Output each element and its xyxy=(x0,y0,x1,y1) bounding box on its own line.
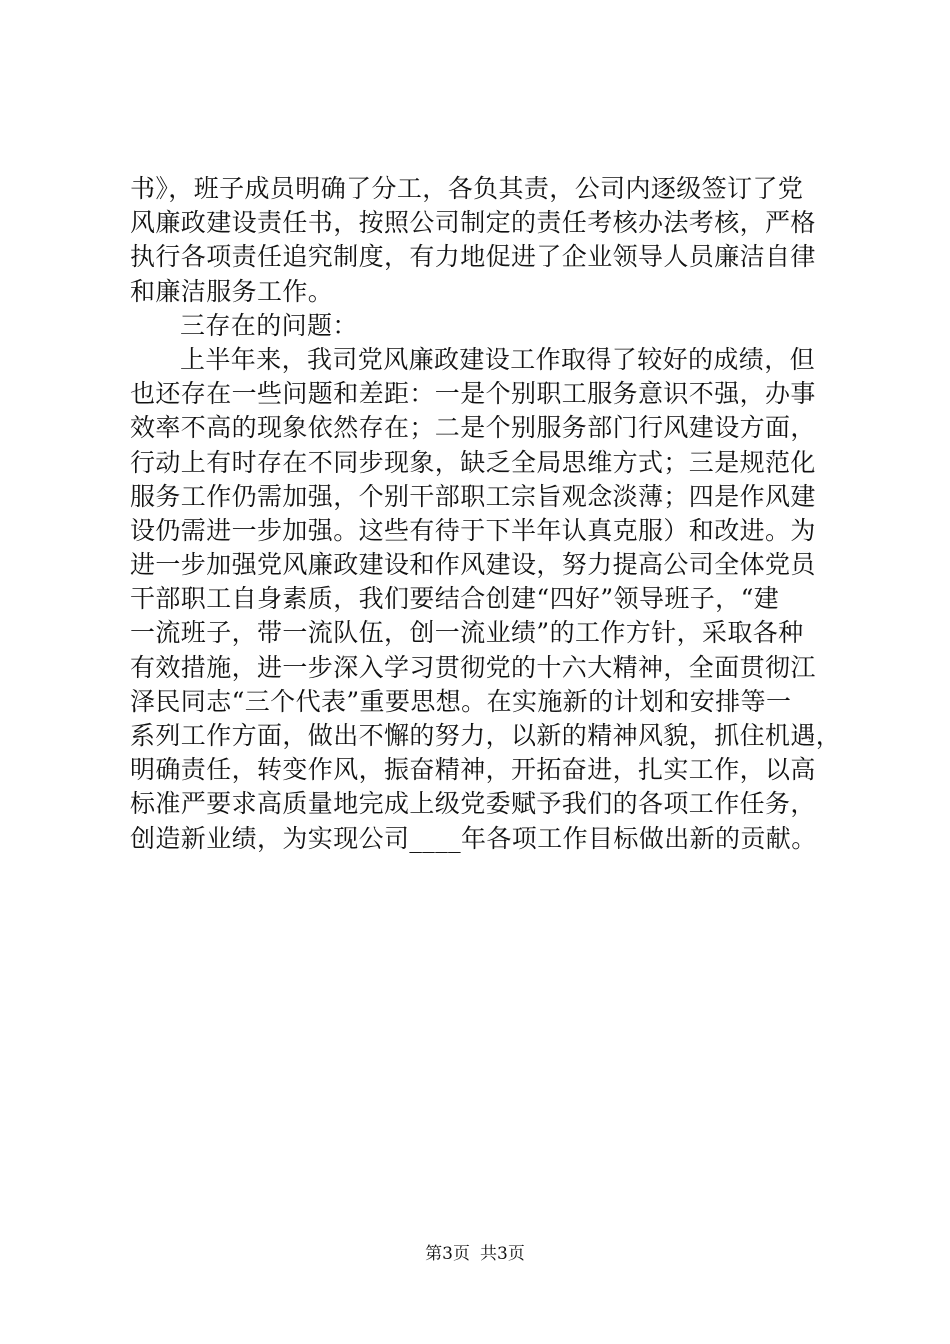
text-line: 三存在的问题： xyxy=(180,310,358,340)
document-body xyxy=(130,172,842,856)
text-line: 进一步加强党风廉政建设和作风建设，努力提高公司全体党员 xyxy=(130,550,816,580)
text-line: 有效措施，进一步深入学习贯彻党的十六大精神，全面贯彻江 xyxy=(130,652,816,682)
text-line: 风廉政建设责任书，按照公司制定的责任考核办法考核，严格 xyxy=(130,208,816,238)
text-line: 行动上有时存在不同步现象，缺乏全局思维方式；三是规范化 xyxy=(130,447,816,477)
text-line: 一流班子，带一流队伍，创一流业绩”的工作方针，采取各种 xyxy=(130,618,804,648)
text-line: 上半年来，我司党风廉政建设工作取得了较好的成绩，但 xyxy=(180,344,816,374)
page-total: 共3页 xyxy=(480,1244,525,1264)
text-line: 和廉洁服务工作。 xyxy=(130,276,334,306)
text-line: 标准严要求高质量地完成上级党委赋予我们的各项工作任务， xyxy=(130,789,816,819)
text-line: 设仍需进一步加强。这些有待于下半年认真克服）和改进。为 xyxy=(130,515,816,545)
text-line: 创造新业绩，为实现公司____年各项工作目标做出新的贡献。 xyxy=(130,823,817,853)
text-line: 书》，班子成员明确了分工，各负其责，公司内逐级签订了党 xyxy=(130,174,804,203)
text-line: 效率不高的现象依然存在；二是个别服务部门行风建设方面， xyxy=(130,413,816,443)
text-line: 也还存在一些问题和差距：一是个别职工服务意识不强，办事 xyxy=(130,379,816,409)
text-line: 明确责任，转变作风，振奋精神，开拓奋进，扎实工作，以高 xyxy=(130,755,816,785)
text-line: 服务工作仍需加强，个别干部职工宗旨观念淡薄；四是作风建 xyxy=(130,481,816,511)
text-line: 系列工作方面，做出不懈的努力，以新的精神风貌，抓住机遇， xyxy=(130,721,842,750)
page-number: 第3页 xyxy=(425,1244,470,1264)
text-line: 执行各项责任追究制度，有力地促进了企业领导人员廉洁自律 xyxy=(130,242,816,272)
page-footer xyxy=(0,1242,950,1266)
text-line: 泽民同志“三个代表”重要思想。在实施新的计划和安排等一 xyxy=(130,686,792,716)
text-line: 干部职工自身素质，我们要结合创建“四好”领导班子，“建 xyxy=(130,584,780,614)
